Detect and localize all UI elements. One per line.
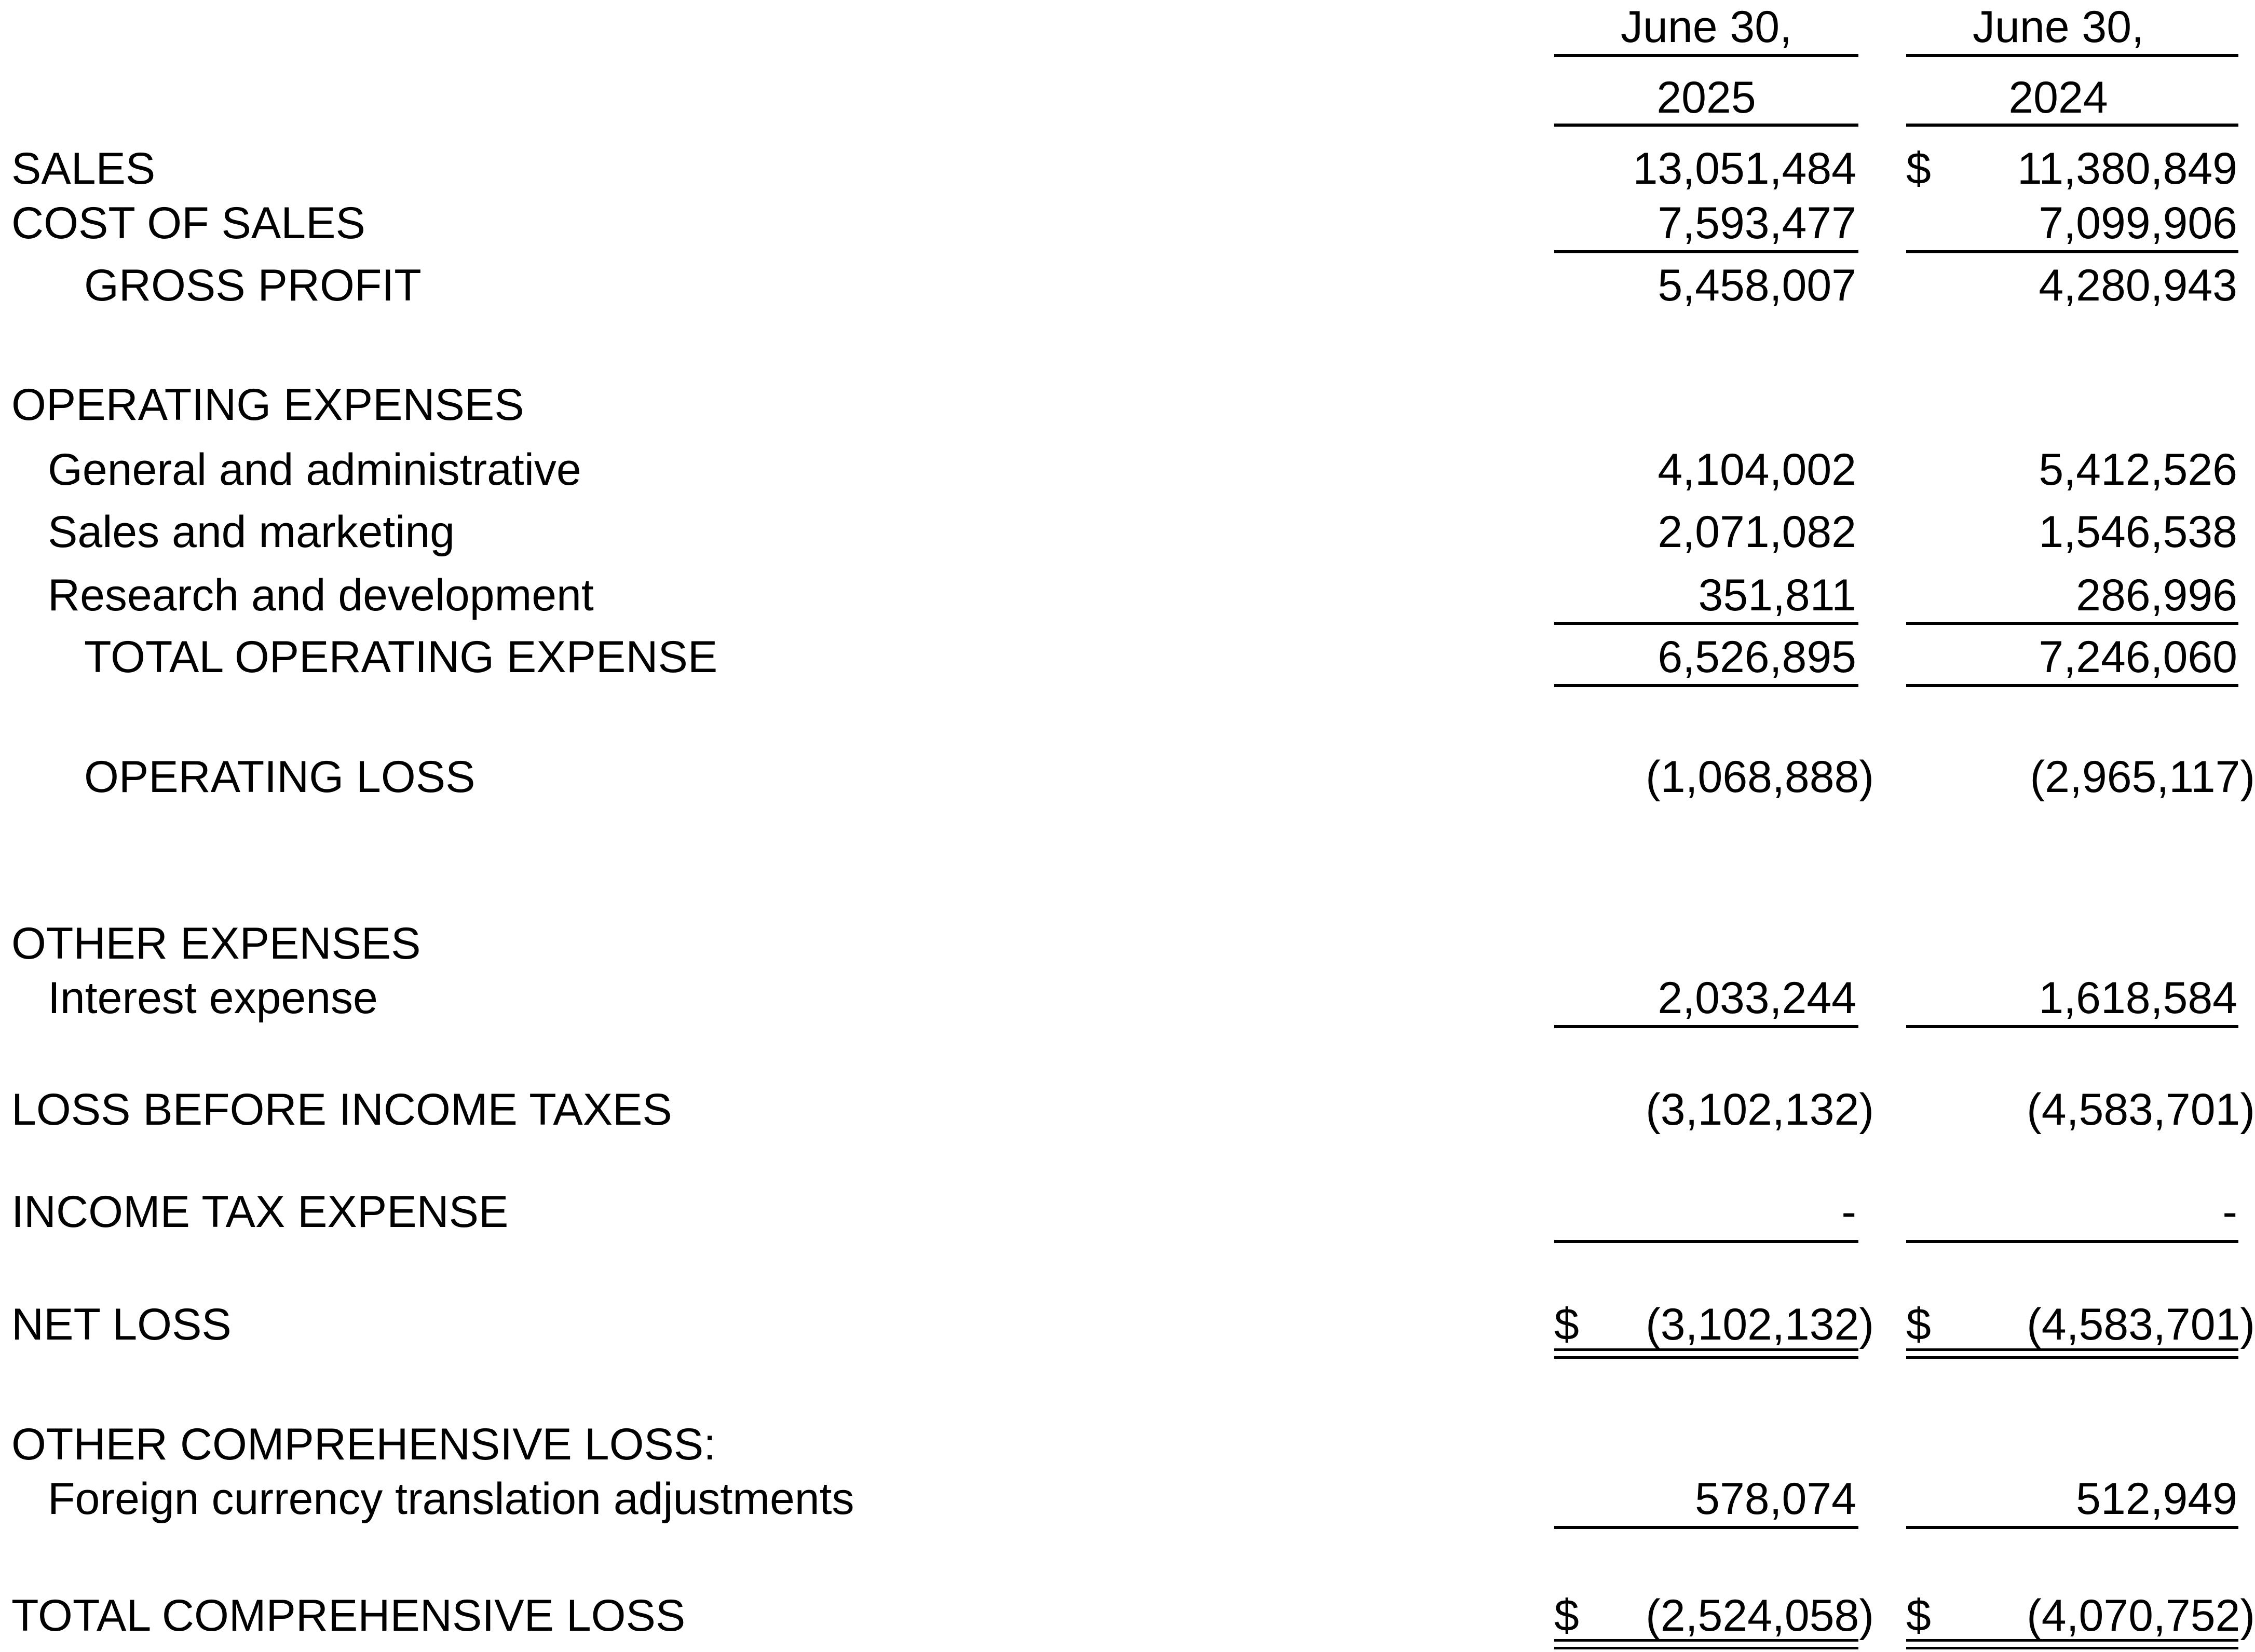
research-dev-2025: 351,811: [1698, 570, 1856, 620]
general-admin-2024: 5,412,526: [2039, 445, 2237, 495]
sales-2024: 11,380,849: [2017, 144, 2237, 194]
interest-expense-underline-2025: [1554, 1025, 1858, 1028]
header-2024-underline-1: [1906, 54, 2238, 57]
loss-before-tax-label: LOSS BEFORE INCOME TAXES: [11, 1085, 672, 1135]
total-comp-loss-2025: (2,524,058): [1646, 1591, 1874, 1641]
income-tax-underline-2025: [1554, 1240, 1858, 1243]
sales-marketing-2025: 2,071,082: [1658, 507, 1856, 557]
header-2025-underline-2: [1554, 124, 1858, 127]
other-expenses-heading: OTHER EXPENSES: [11, 919, 421, 968]
fx-adjustments-underline-2025: [1554, 1526, 1858, 1529]
operating-expenses-heading: OPERATING EXPENSES: [11, 380, 524, 430]
sales-label: SALES: [11, 144, 156, 194]
sales-2025: 13,051,484: [1633, 144, 1856, 194]
net-loss-2025-currency: $: [1554, 1300, 1579, 1349]
cost-of-sales-label: COST OF SALES: [11, 198, 365, 248]
net-loss-2024: (4,583,701): [2027, 1300, 2255, 1349]
sales-marketing-label: Sales and marketing: [48, 507, 455, 557]
interest-expense-underline-2024: [1906, 1025, 2238, 1028]
research-dev-underline-2025: [1554, 622, 1858, 625]
other-comp-loss-heading: OTHER COMPREHENSIVE LOSS:: [11, 1419, 716, 1469]
cost-of-sales-underline-2025: [1554, 250, 1858, 253]
interest-expense-2025: 2,033,244: [1658, 973, 1856, 1023]
net-loss-2024-currency: $: [1906, 1300, 1931, 1349]
fx-adjustments-2025: 578,074: [1695, 1474, 1856, 1524]
gross-profit-2024: 4,280,943: [2039, 261, 2237, 310]
loss-before-tax-2024: (4,583,701): [2027, 1085, 2255, 1135]
interest-expense-label: Interest expense: [48, 973, 378, 1023]
research-dev-underline-2024: [1906, 622, 2238, 625]
loss-before-tax-2025: (3,102,132): [1646, 1085, 1874, 1135]
general-admin-label: General and administrative: [48, 445, 581, 495]
header-2025-line1: June 30,: [1621, 2, 1792, 52]
total-comp-loss-2024-currency: $: [1906, 1591, 1931, 1641]
research-dev-2024: 286,996: [2076, 570, 2237, 620]
sales-2024-currency: $: [1906, 144, 1931, 194]
header-2024-underline-2: [1906, 124, 2238, 127]
total-opex-label: TOTAL OPERATING EXPENSE: [84, 632, 718, 682]
total-opex-underline-2025: [1554, 684, 1858, 687]
operating-loss-2025: (1,068,888): [1646, 752, 1874, 802]
gross-profit-2025: 5,458,007: [1658, 261, 1856, 310]
total-opex-underline-2024: [1906, 684, 2238, 687]
net-loss-label: NET LOSS: [11, 1300, 232, 1349]
income-tax-underline-2024: [1906, 1240, 2238, 1243]
net-loss-2025: (3,102,132): [1646, 1300, 1874, 1349]
cost-of-sales-underline-2024: [1906, 250, 2238, 253]
cost-of-sales-2024: 7,099,906: [2039, 198, 2237, 248]
operating-loss-label: OPERATING LOSS: [84, 752, 476, 802]
net-loss-double-underline-2024: [1906, 1348, 2238, 1359]
interest-expense-2024: 1,618,584: [2039, 973, 2237, 1023]
total-opex-2025: 6,526,895: [1658, 632, 1856, 682]
gross-profit-label: GROSS PROFIT: [84, 261, 422, 310]
research-dev-label: Research and development: [48, 570, 594, 620]
operating-loss-2024: (2,965,117): [2030, 752, 2255, 802]
sales-marketing-2024: 1,546,538: [2039, 507, 2237, 557]
header-2025-year: 2025: [1656, 73, 1756, 122]
total-opex-2024: 7,246,060: [2039, 632, 2237, 682]
header-2024-line1: June 30,: [1973, 2, 2144, 52]
general-admin-2025: 4,104,002: [1658, 445, 1856, 495]
total-comp-loss-2025-currency: $: [1554, 1591, 1579, 1641]
header-2024-year: 2024: [2008, 73, 2108, 122]
fx-adjustments-2024: 512,949: [2076, 1474, 2237, 1524]
total-comp-loss-label: TOTAL COMPREHENSIVE LOSS: [11, 1591, 686, 1641]
income-tax-label: INCOME TAX EXPENSE: [11, 1187, 509, 1237]
total-comp-loss-2024: (4,070,752): [2027, 1591, 2255, 1641]
fx-adjustments-label: Foreign currency translation adjustments: [48, 1474, 854, 1524]
income-tax-2024: -: [2222, 1187, 2237, 1237]
total-comp-loss-double-underline-2025: [1554, 1639, 1858, 1649]
net-loss-double-underline-2025: [1554, 1348, 1858, 1359]
fx-adjustments-underline-2024: [1906, 1526, 2238, 1529]
total-comp-loss-double-underline-2024: [1906, 1639, 2238, 1649]
header-2025-underline-1: [1554, 54, 1858, 57]
income-tax-2025: -: [1841, 1187, 1856, 1237]
cost-of-sales-2025: 7,593,477: [1658, 198, 1856, 248]
